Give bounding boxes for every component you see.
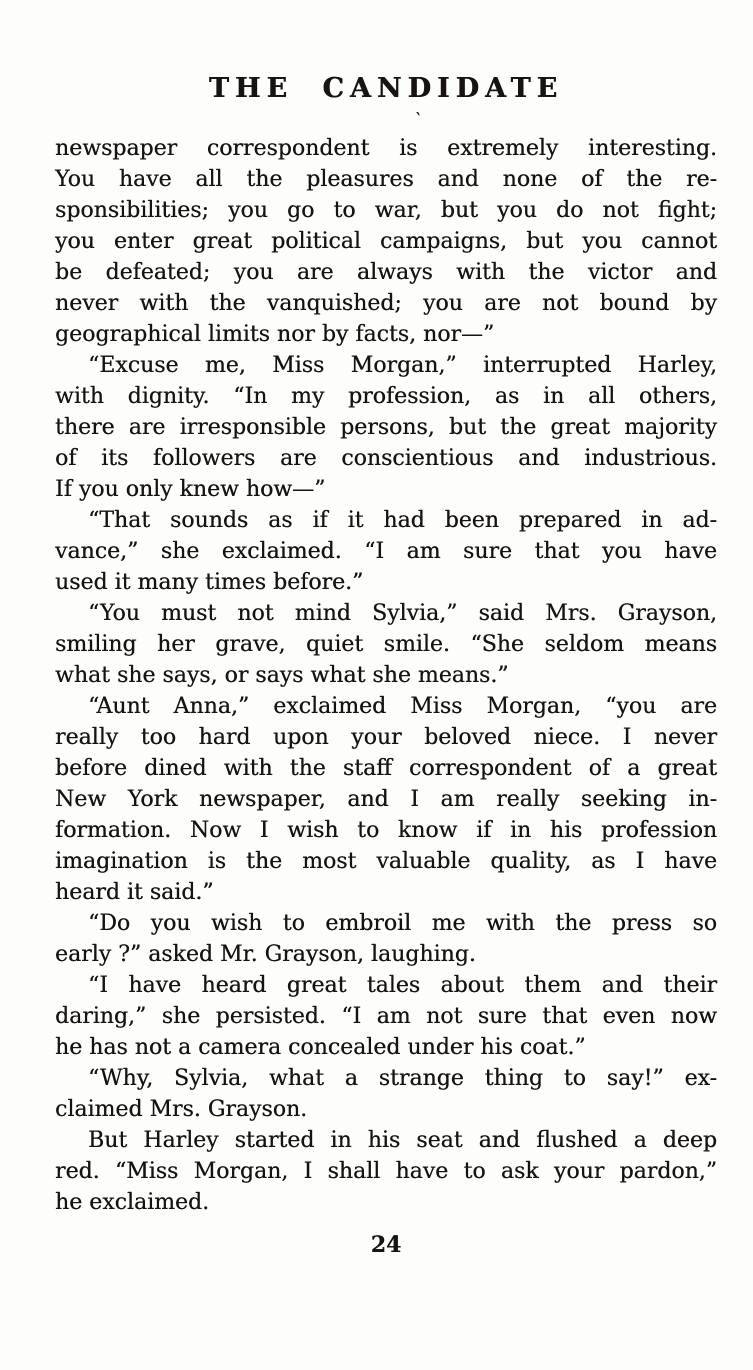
page-number: 24: [370, 1232, 402, 1258]
text-line: newspaper correspondent is extremely interesting.: [55, 136, 717, 161]
text-line: “Excuse me, Miss Morgan,” interrupted Harley,: [88, 353, 717, 378]
text-line: sponsibilities; you go to war, but you do not fight;: [55, 198, 717, 223]
text-line: “Aunt Anna,” exclaimed Miss Morgan, “you are: [88, 694, 717, 719]
text-line: But Harley started in his seat and flushed a deep: [88, 1128, 717, 1153]
text-line: New York newspaper, and I am really seeking in-: [55, 787, 717, 812]
text-line: he exclaimed.: [55, 1190, 210, 1215]
text-line: there are irresponsible persons, but the great majority: [55, 415, 717, 440]
text-line: If you only knew how—”: [55, 477, 326, 502]
text-line: imagination is the most valuable quality, as I have: [55, 849, 717, 874]
text-line: be defeated; you are always with the victor and: [55, 260, 717, 285]
text-line: formation. Now I wish to know if in his profession: [55, 818, 717, 843]
text-line: vance,” she exclaimed. “I am sure that you have: [55, 539, 717, 564]
text-line: claimed Mrs. Grayson.: [55, 1097, 308, 1122]
text-line: “That sounds as if it had been prepared in ad-: [88, 508, 717, 533]
text-line: red. “Miss Morgan, I shall have to ask your pardon,”: [55, 1159, 717, 1184]
text-line: smiling her grave, quiet smile. “She seldom means: [55, 632, 717, 657]
text-line: “You must not mind Sylvia,” said Mrs. Grayson,: [88, 601, 717, 626]
text-line: you enter great political campaigns, but you cannot: [55, 229, 717, 254]
text-line: early ?” asked Mr. Grayson, laughing.: [55, 942, 476, 967]
text-line: heard it said.”: [55, 880, 214, 905]
text-line: he has not a camera concealed under his coat.”: [55, 1035, 586, 1060]
text-line: what she says, or says what she means.”: [55, 663, 509, 688]
text-line: with dignity. “In my profession, as in all others,: [55, 384, 717, 409]
text-line: really too hard upon your beloved niece. I never: [55, 725, 717, 750]
text-line: geographical limits nor by facts, nor—”: [55, 322, 495, 347]
text-line: never with the vanquished; you are not bound by: [55, 291, 717, 316]
text-line: before dined with the staff correspondent of a great: [55, 756, 717, 781]
text-line: You have all the pleasures and none of the re-: [55, 167, 717, 192]
page-body: [55, 133, 717, 1218]
text-line: “Do you wish to embroil me with the press so: [88, 911, 717, 936]
scan-artifact-mark: ˋ: [412, 109, 424, 130]
text-line: used it many times before.”: [55, 570, 364, 595]
text-line: “I have heard great tales about them and their: [88, 973, 717, 998]
text-line: “Why, Sylvia, what a strange thing to say!” ex-: [88, 1066, 717, 1091]
page-title: THE CANDIDATE: [208, 73, 564, 104]
text-line: of its followers are conscientious and industrious.: [55, 446, 717, 471]
text-line: daring,” she persisted. “I am not sure that even now: [55, 1004, 717, 1029]
